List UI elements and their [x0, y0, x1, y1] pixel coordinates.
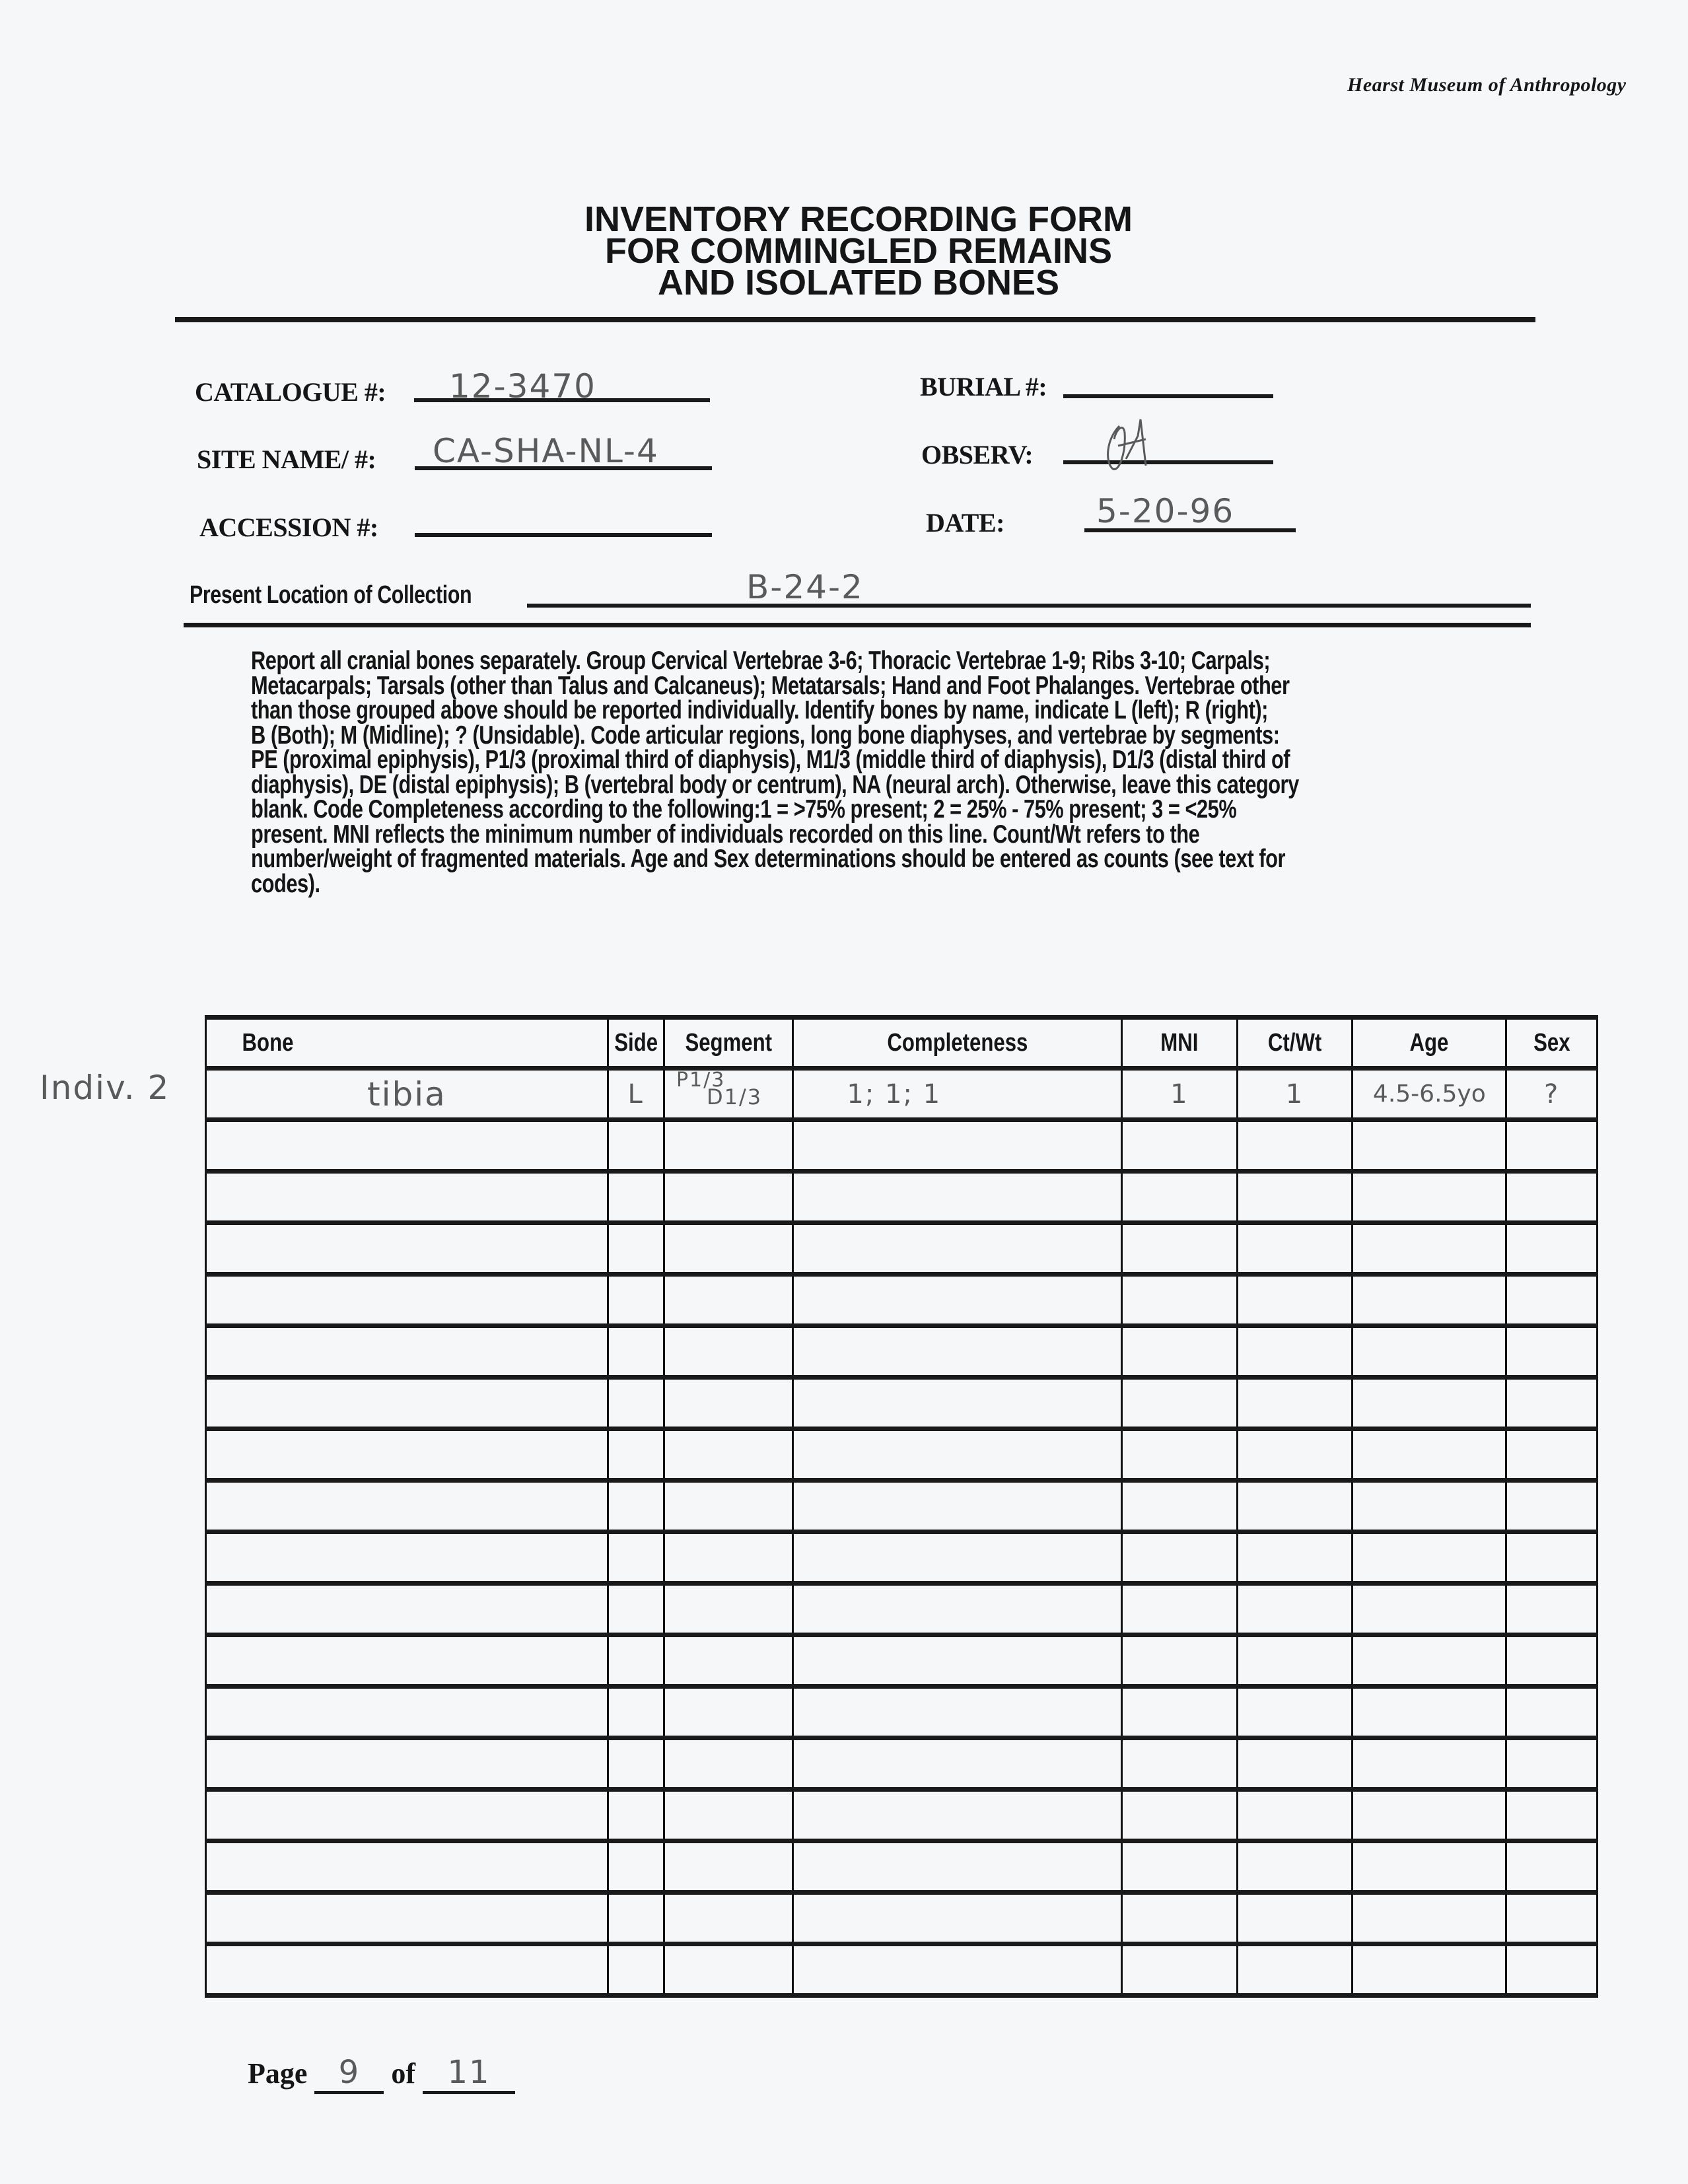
- form-title: [396, 199, 1321, 302]
- cell-mni[interactable]: [1122, 1635, 1238, 1687]
- cell-segment[interactable]: [664, 1172, 793, 1223]
- cell-side[interactable]: [608, 1687, 664, 1738]
- cell-age[interactable]: [1353, 1172, 1506, 1223]
- column-header-ctwt: Ct/Wt: [1237, 1018, 1353, 1069]
- cell-side[interactable]: L: [608, 1069, 664, 1120]
- table-row: [206, 1069, 1598, 1120]
- cell-segment[interactable]: [664, 1532, 793, 1584]
- cell-side[interactable]: [608, 1738, 664, 1790]
- cell-mni[interactable]: [1122, 1275, 1238, 1326]
- page-total-field[interactable]: 11: [423, 2054, 515, 2094]
- table-row: [206, 1841, 1598, 1893]
- cell-bone[interactable]: [206, 1481, 608, 1532]
- cell-completeness[interactable]: [793, 1532, 1122, 1584]
- cell-mni[interactable]: 1: [1122, 1069, 1238, 1120]
- cell-ctwt[interactable]: [1237, 1120, 1353, 1172]
- title-line-2: FOR COMMINGLED REMAINS: [605, 231, 1112, 271]
- table-row: [206, 1378, 1598, 1429]
- cell-side[interactable]: [608, 1532, 664, 1584]
- cell-side[interactable]: [608, 1481, 664, 1532]
- table-row: [206, 1584, 1598, 1635]
- cell-ctwt[interactable]: [1237, 1378, 1353, 1429]
- observer-underline: [1063, 460, 1273, 464]
- cell-completeness[interactable]: [793, 1635, 1122, 1687]
- cell-sex[interactable]: [1506, 1893, 1598, 1944]
- cell-mni[interactable]: [1122, 1223, 1238, 1275]
- cell-age[interactable]: [1353, 1429, 1506, 1481]
- instructions-line: codes).: [251, 869, 320, 898]
- cell-sex[interactable]: [1506, 1378, 1598, 1429]
- burial-underline: [1063, 394, 1273, 398]
- column-header-segment: Segment: [664, 1018, 793, 1069]
- of-label: of: [391, 2057, 416, 2090]
- cell-mni[interactable]: [1122, 1532, 1238, 1584]
- page-number-field[interactable]: 9: [314, 2054, 384, 2094]
- date-field[interactable]: 5-20-96: [1096, 492, 1235, 530]
- cell-segment[interactable]: [664, 1120, 793, 1172]
- title-line-1: INVENTORY RECORDING FORM: [584, 199, 1133, 239]
- cell-ctwt[interactable]: [1237, 1481, 1353, 1532]
- cell-mni[interactable]: [1122, 1944, 1238, 1996]
- cell-sex[interactable]: [1506, 1120, 1598, 1172]
- instructions-line: than those grouped above should be reported individually. Identify bones by name, indicate L (left); R (right);: [251, 696, 1268, 724]
- cell-ctwt[interactable]: [1237, 1841, 1353, 1893]
- cell-ctwt[interactable]: [1237, 1275, 1353, 1326]
- cell-sex[interactable]: [1506, 1635, 1598, 1687]
- cell-bone[interactable]: [206, 1378, 608, 1429]
- page-indicator: [248, 2054, 515, 2094]
- cell-segment[interactable]: [664, 1635, 793, 1687]
- cell-completeness[interactable]: [793, 1841, 1122, 1893]
- cell-sex[interactable]: [1506, 1275, 1598, 1326]
- cell-completeness[interactable]: [793, 1893, 1122, 1944]
- cell-segment[interactable]: [664, 1275, 793, 1326]
- cell-side[interactable]: [608, 1378, 664, 1429]
- cell-segment[interactable]: [664, 1069, 793, 1120]
- location-field[interactable]: B-24-2: [746, 568, 864, 606]
- cell-segment[interactable]: [664, 1841, 793, 1893]
- cell-completeness[interactable]: [793, 1790, 1122, 1841]
- cell-age[interactable]: [1353, 1378, 1506, 1429]
- institution-name: Hearst Museum of Anthropology: [1347, 74, 1627, 96]
- row-note-individual: Indiv. 2: [40, 1069, 170, 1107]
- cell-completeness[interactable]: [793, 1378, 1122, 1429]
- cell-completeness[interactable]: [793, 1223, 1122, 1275]
- cell-sex[interactable]: [1506, 1532, 1598, 1584]
- cell-sex[interactable]: [1506, 1687, 1598, 1738]
- instructions-line: blank. Code Completeness according to the following:1 = >75% present; 2 = 25% - 75% present; 3 = <25%: [251, 795, 1237, 824]
- cell-mni[interactable]: [1122, 1172, 1238, 1223]
- cell-bone[interactable]: [206, 1326, 608, 1378]
- inventory-table: [205, 1015, 1598, 1998]
- cell-completeness[interactable]: [793, 1584, 1122, 1635]
- cell-age[interactable]: [1353, 1275, 1506, 1326]
- cell-sex[interactable]: [1506, 1944, 1598, 1996]
- cell-segment[interactable]: [664, 1378, 793, 1429]
- instructions-line: Metacarpals; Tarsals (other than Talus and Calcaneus); Metatarsals; Hand and Foot Phalanges. Vertebrae other: [251, 671, 1290, 700]
- cell-side[interactable]: [608, 1120, 664, 1172]
- cell-bone[interactable]: [206, 1275, 608, 1326]
- cell-mni[interactable]: [1122, 1687, 1238, 1738]
- cell-segment[interactable]: [664, 1893, 793, 1944]
- cell-completeness[interactable]: [793, 1275, 1122, 1326]
- cell-segment[interactable]: [664, 1687, 793, 1738]
- cell-side[interactable]: [608, 1172, 664, 1223]
- segment-value: [672, 1069, 785, 1112]
- cell-segment[interactable]: [664, 1429, 793, 1481]
- table-row: [206, 1532, 1598, 1584]
- cell-bone[interactable]: tibia: [206, 1069, 608, 1120]
- instructions-text: [251, 649, 1482, 896]
- cell-sex[interactable]: [1506, 1429, 1598, 1481]
- cell-segment[interactable]: [664, 1584, 793, 1635]
- cell-mni[interactable]: [1122, 1790, 1238, 1841]
- cell-age[interactable]: [1353, 1944, 1506, 1996]
- cell-mni[interactable]: [1122, 1326, 1238, 1378]
- cell-age[interactable]: [1353, 1893, 1506, 1944]
- table-row: [206, 1790, 1598, 1841]
- cell-ctwt[interactable]: [1237, 1738, 1353, 1790]
- title-divider: [175, 317, 1535, 322]
- cell-side[interactable]: [608, 1429, 664, 1481]
- catalogue-label: CATALOGUE #:: [195, 377, 386, 407]
- cell-bone[interactable]: [206, 1635, 608, 1687]
- table-row: [206, 1481, 1598, 1532]
- cell-bone[interactable]: [206, 1223, 608, 1275]
- cell-ctwt[interactable]: [1237, 1893, 1353, 1944]
- cell-side[interactable]: [608, 1326, 664, 1378]
- cell-bone[interactable]: [206, 1429, 608, 1481]
- column-header-side: Side: [608, 1018, 664, 1069]
- cell-bone[interactable]: [206, 1584, 608, 1635]
- cell-mni[interactable]: [1122, 1378, 1238, 1429]
- cell-mni[interactable]: [1122, 1738, 1238, 1790]
- cell-mni[interactable]: [1122, 1429, 1238, 1481]
- cell-ctwt[interactable]: [1237, 1172, 1353, 1223]
- cell-ctwt[interactable]: [1237, 1944, 1353, 1996]
- instructions-line: present. MNI reflects the minimum number of individuals recorded on this line. Count/Wt refers to the: [251, 820, 1200, 849]
- cell-ctwt[interactable]: [1237, 1429, 1353, 1481]
- cell-completeness[interactable]: [793, 1120, 1122, 1172]
- cell-sex[interactable]: [1506, 1738, 1598, 1790]
- cell-segment[interactable]: [664, 1326, 793, 1378]
- cell-bone[interactable]: [206, 1532, 608, 1584]
- cell-bone[interactable]: [206, 1738, 608, 1790]
- cell-ctwt[interactable]: 1: [1237, 1069, 1353, 1120]
- cell-completeness[interactable]: 1; 1; 1: [793, 1069, 1122, 1120]
- cell-side[interactable]: [608, 1790, 664, 1841]
- cell-mni[interactable]: [1122, 1120, 1238, 1172]
- cell-ctwt[interactable]: [1237, 1584, 1353, 1635]
- table-row: [206, 1120, 1598, 1172]
- cell-sex[interactable]: [1506, 1326, 1598, 1378]
- cell-age[interactable]: [1353, 1687, 1506, 1738]
- accession-label: ACCESSION #:: [199, 512, 378, 542]
- cell-sex[interactable]: ?: [1506, 1069, 1598, 1120]
- cell-side[interactable]: [608, 1893, 664, 1944]
- cell-ctwt[interactable]: [1237, 1326, 1353, 1378]
- column-header-completeness: Completeness: [793, 1018, 1122, 1069]
- burial-label: BURIAL #:: [920, 372, 1047, 402]
- cell-bone[interactable]: [206, 1944, 608, 1996]
- instructions-line: PE (proximal epiphysis), P1/3 (proximal third of diaphysis), M1/3 (middle third of diaphysis), D1/3 (distal third of: [251, 746, 1290, 774]
- cell-bone[interactable]: [206, 1841, 608, 1893]
- cell-mni[interactable]: [1122, 1481, 1238, 1532]
- page-label: Page: [248, 2057, 308, 2090]
- observer-field[interactable]: [1100, 413, 1159, 479]
- table-row: [206, 1275, 1598, 1326]
- cell-sex[interactable]: [1506, 1584, 1598, 1635]
- cell-age[interactable]: [1353, 1635, 1506, 1687]
- site-label: SITE NAME/ #:: [197, 444, 376, 474]
- accession-underline: [415, 533, 712, 537]
- cell-completeness[interactable]: [793, 1481, 1122, 1532]
- table-row: [206, 1687, 1598, 1738]
- instructions-line: B (Both); M (Midline); ? (Unsidable). Code articular regions, long bone diaphyses, and vertebrae by segments:: [251, 721, 1280, 750]
- segment-proximal: P1/3: [676, 1069, 726, 1092]
- cell-mni[interactable]: [1122, 1841, 1238, 1893]
- location-underline: [527, 604, 1531, 608]
- cell-segment[interactable]: [664, 1790, 793, 1841]
- cell-age[interactable]: [1353, 1120, 1506, 1172]
- cell-age[interactable]: [1353, 1532, 1506, 1584]
- date-label: DATE:: [926, 508, 1004, 538]
- cell-age[interactable]: [1353, 1738, 1506, 1790]
- instructions-line: number/weight of fragmented materials. Age and Sex determinations should be entered as counts (see text for: [251, 845, 1286, 873]
- column-header-mni: MNI: [1122, 1018, 1238, 1069]
- cell-completeness[interactable]: [793, 1738, 1122, 1790]
- cell-sex[interactable]: [1506, 1481, 1598, 1532]
- cell-ctwt[interactable]: [1237, 1635, 1353, 1687]
- cell-ctwt[interactable]: [1237, 1687, 1353, 1738]
- cell-segment[interactable]: [664, 1223, 793, 1275]
- cell-segment[interactable]: [664, 1944, 793, 1996]
- table-row: [206, 1172, 1598, 1223]
- cell-side[interactable]: [608, 1635, 664, 1687]
- cell-age[interactable]: [1353, 1790, 1506, 1841]
- table-row: [206, 1944, 1598, 1996]
- cell-bone[interactable]: [206, 1790, 608, 1841]
- observer-label: OBSERV:: [921, 440, 1034, 470]
- cell-ctwt[interactable]: [1237, 1532, 1353, 1584]
- cell-age[interactable]: [1353, 1584, 1506, 1635]
- cell-side[interactable]: [608, 1584, 664, 1635]
- cell-completeness[interactable]: [793, 1326, 1122, 1378]
- column-header-sex: Sex: [1506, 1018, 1598, 1069]
- table-row: [206, 1223, 1598, 1275]
- cell-completeness[interactable]: [793, 1172, 1122, 1223]
- location-label: Present Location of Collection: [190, 581, 472, 609]
- cell-sex[interactable]: [1506, 1790, 1598, 1841]
- table-row: [206, 1893, 1598, 1944]
- table-row: [206, 1429, 1598, 1481]
- cell-side[interactable]: [608, 1275, 664, 1326]
- catalogue-field[interactable]: 12-3470: [449, 367, 596, 405]
- site-field[interactable]: CA-SHA-NL-4: [433, 432, 659, 470]
- instructions-line: Report all cranial bones separately. Group Cervical Vertebrae 3-6; Thoracic Vertebrae 1-9; Ribs 3-10; Carpals;: [251, 647, 1271, 675]
- cell-ctwt[interactable]: [1237, 1790, 1353, 1841]
- cell-segment[interactable]: [664, 1738, 793, 1790]
- segment-distal: D1/3: [706, 1084, 763, 1110]
- cell-age[interactable]: [1353, 1223, 1506, 1275]
- cell-completeness[interactable]: [793, 1429, 1122, 1481]
- cell-sex[interactable]: [1506, 1841, 1598, 1893]
- cell-side[interactable]: [608, 1223, 664, 1275]
- observer-initials-signature: [1100, 413, 1159, 479]
- cell-ctwt[interactable]: [1237, 1223, 1353, 1275]
- instructions-line: diaphysis), DE (distal epiphysis); B (vertebral body or centrum), NA (neural arch). Otherwise, leave this category: [251, 770, 1299, 799]
- section-divider: [184, 623, 1531, 627]
- table-row: [206, 1738, 1598, 1790]
- table-header-row: [206, 1018, 1598, 1069]
- cell-completeness[interactable]: [793, 1687, 1122, 1738]
- cell-age[interactable]: 4.5-6.5yo: [1353, 1069, 1506, 1120]
- cell-bone[interactable]: [206, 1687, 608, 1738]
- cell-mni[interactable]: [1122, 1893, 1238, 1944]
- column-header-age: Age: [1353, 1018, 1506, 1069]
- cell-age[interactable]: [1353, 1326, 1506, 1378]
- cell-sex[interactable]: [1506, 1223, 1598, 1275]
- cell-age[interactable]: [1353, 1481, 1506, 1532]
- cell-bone[interactable]: [206, 1120, 608, 1172]
- cell-side[interactable]: [608, 1841, 664, 1893]
- cell-sex[interactable]: [1506, 1172, 1598, 1223]
- cell-bone[interactable]: [206, 1172, 608, 1223]
- table-row: [206, 1326, 1598, 1378]
- cell-bone[interactable]: [206, 1893, 608, 1944]
- cell-age[interactable]: [1353, 1841, 1506, 1893]
- cell-completeness[interactable]: [793, 1944, 1122, 1996]
- column-header-bone: Bone: [206, 1018, 608, 1069]
- cell-mni[interactable]: [1122, 1584, 1238, 1635]
- cell-side[interactable]: [608, 1944, 664, 1996]
- title-line-3: AND ISOLATED BONES: [657, 263, 1060, 302]
- cell-segment[interactable]: [664, 1481, 793, 1532]
- table-row: [206, 1635, 1598, 1687]
